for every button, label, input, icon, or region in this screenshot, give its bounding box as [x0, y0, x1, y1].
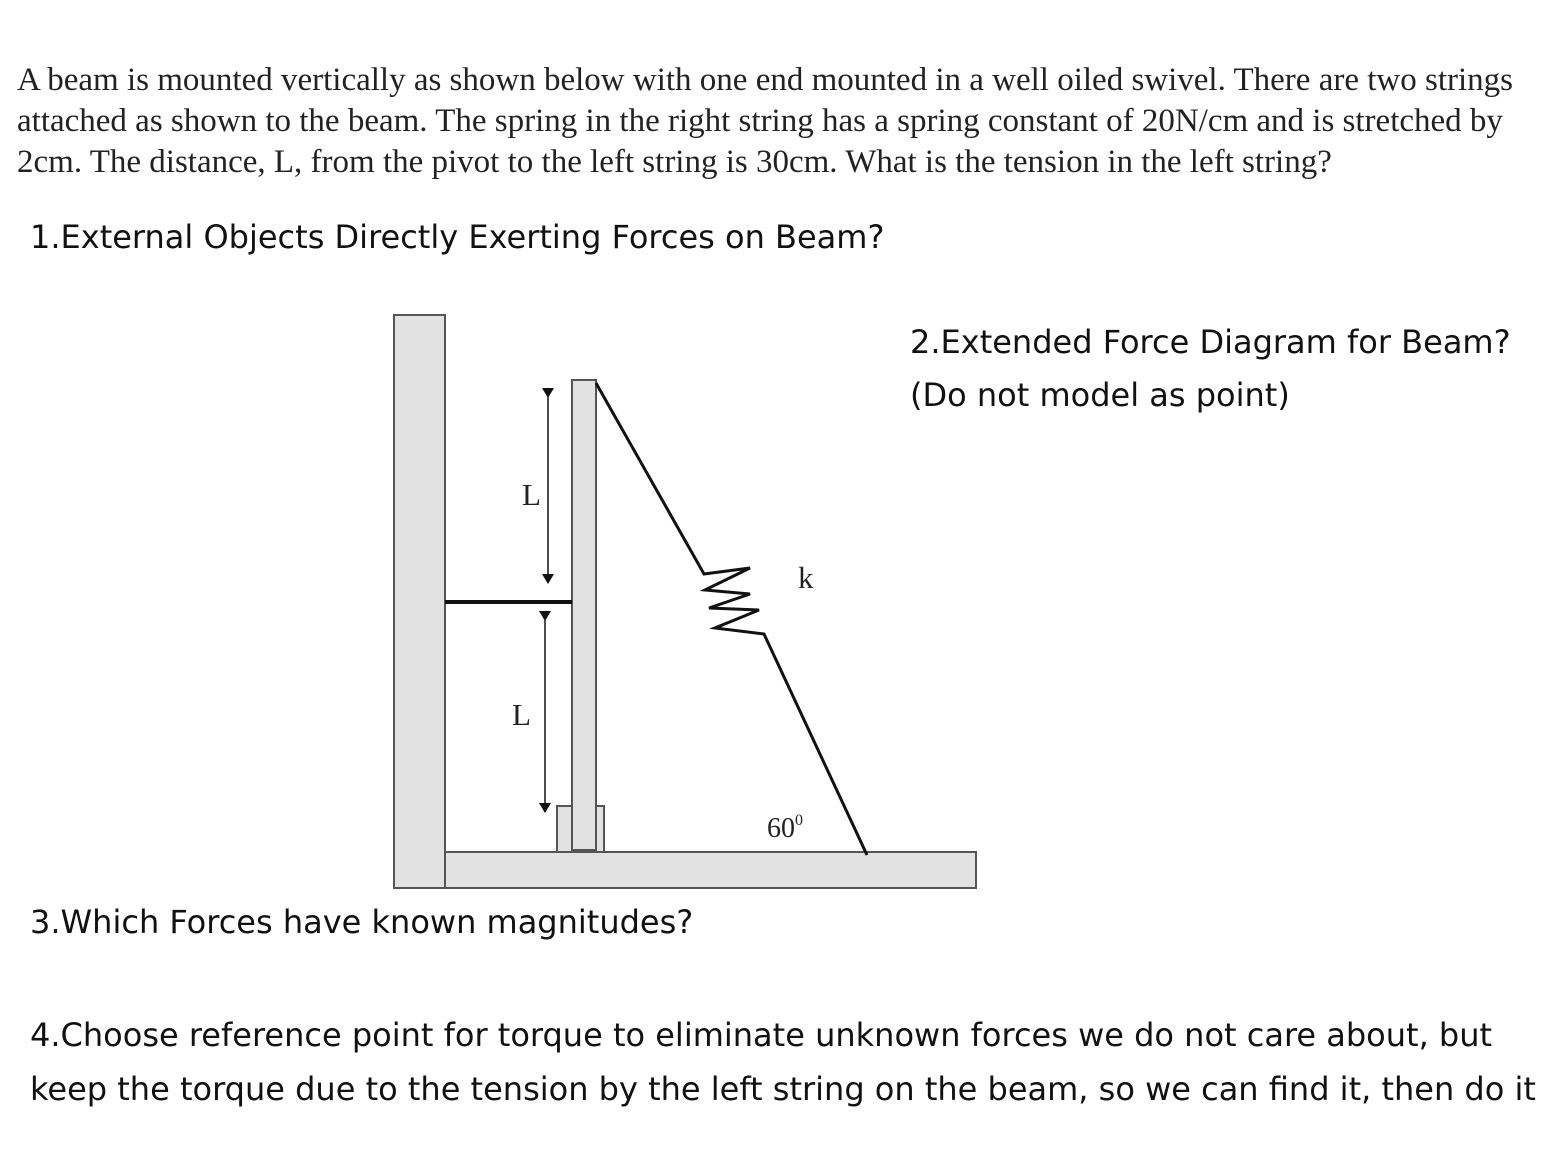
wall [394, 315, 445, 888]
floor [445, 852, 976, 888]
spring-constant-label: k [798, 560, 814, 595]
question-4-line-2: keep the torque due to the tension by the left string on the beam, so we can find it, then do it [30, 1070, 1536, 1108]
right-string-with-spring [596, 383, 867, 855]
question-2-note: (Do not model as point) [910, 376, 1290, 414]
problem-statement: A beam is mounted vertically as shown below with one end mounted in a well oiled swivel. There are two strings attached as shown to the beam. The spring in the right string has a spring constant of 20N/cm and is stretched by 2cm. The distance, L, from the pivot to the left string is 30cm. What is the tension in the left string? [17, 62, 1513, 180]
upper-length-label: L [522, 477, 541, 512]
lower-length-label: L [512, 697, 531, 732]
beam [572, 380, 596, 850]
question-3: 3.Which Forces have known magnitudes? [30, 903, 694, 941]
question-1: 1.External Objects Directly Exerting Forces on Beam? [30, 218, 885, 256]
angle-label [767, 812, 803, 844]
question-2: 2.Extended Force Diagram for Beam? [910, 323, 1511, 361]
angle-value: 60 [767, 813, 795, 844]
question-4-line-1: 4.Choose reference point for torque to eliminate unknown forces we do not care about, but [30, 1016, 1493, 1054]
angle-degree-mark: 0 [795, 812, 803, 829]
